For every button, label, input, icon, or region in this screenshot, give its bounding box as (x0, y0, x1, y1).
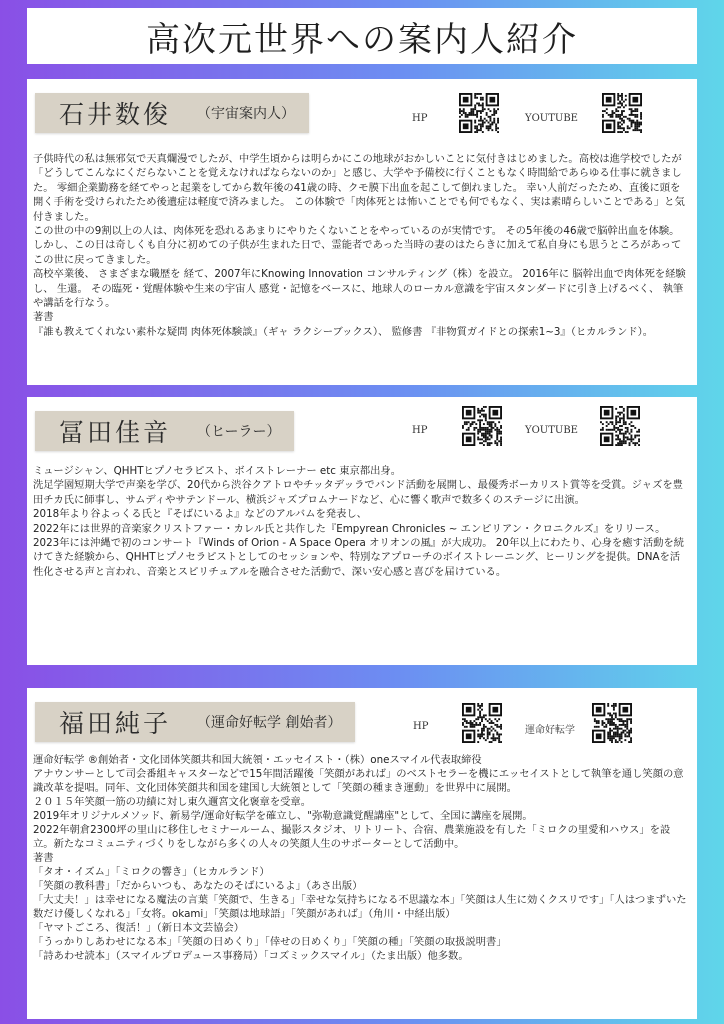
unmei-koutengaku-label: 運命好転学 (525, 725, 575, 736)
bio-paragraph: 著書 (33, 852, 54, 864)
bio-paragraph: 洗足学園短期大学で声楽を学び、20代から渋谷クアトロやチッタデッラでバンド活動を展開し、最優秀ボーカリスト賞等を受賞。ジャズを豊田チカ氏に師事し、サムディやサテンドール、横浜ジャズプロムナードなど、心に響く歌声で数多くのステージに出演。 (33, 479, 683, 506)
bio-paragraph: 「笑顔の教科書」「だからいつも、あなたのそばにいるよ」（あさ出版） (33, 880, 363, 892)
youtube-label: YOUTUBE (525, 113, 578, 124)
bio-paragraph: 2023年には沖縄で初のコンサート『Winds of Orion - A Space Opera オリオンの風』が大成功。 20年以上にわたり、心身を癒す活動を続けてきた経験から、QHHTヒプノセラピストとしてのセッションや、特別なアプローチのボイストレーニング、ヒーリングを提供。DNAを活性化させる声と言われ、音楽とスピリチュアルを融合させた活動で、深い安心感と喜びを届けている。 (33, 537, 685, 578)
bio-paragraph: 2019年オリジナルメソッド、新易学/運命好転学を確立し、"弥勒意識覚醒講座"として、全国に講座を展開。 (33, 810, 533, 822)
bio-paragraph: ミュージシャン、QHHTヒプノセラピスト、ボイストレーナー etc 東京都出身。 (33, 465, 402, 477)
hp-label: HP (412, 425, 428, 436)
youtube-label: YOUTUBE (525, 425, 578, 436)
bio-paragraph: 「大丈夫！」は幸せになる魔法の言葉「笑顔で、生きる」「幸せな気持ちになる不思議な本」「笑顔は人生に効くクスリです」「人はつまずいた数だけ優しくなれる」「女将。okami」「笑顔は地球語」「笑顔があれば」（角川・中経出版） (33, 894, 687, 920)
bio-paragraph: 2018年より谷よっくる氏と『そばにいるよ』などのアルバムを発表し、 (33, 508, 367, 521)
guide-bio (33, 753, 689, 963)
bio-paragraph: 「タオ・イズム」「ミロクの響き」（ヒカルランド） (33, 866, 270, 878)
hp-label: HP (412, 113, 428, 124)
guide-bio (33, 464, 689, 579)
bio-paragraph: 2022年朝倉2300坪の里山に移住しセミナールーム、撮影スタジオ、リトリート、合宿、農業施設を有した「ミロクの里愛和ハウス」を設立。新たなコミュニティづくりをしながら多くの人々の笑顔人生のサポーターとして活動中。 (33, 824, 671, 850)
guide-card-fukuda (27, 688, 697, 1019)
bio-paragraph: 2022年には世界的音楽家クリストファー・カレル氏と共作した『Empyrean Chronicles ~ エンピリアン・クロニクルズ』をリリース。 (33, 522, 666, 535)
bio-paragraph: 「ヤマトごころ、復活！」（新日本文芸協会） (33, 922, 245, 934)
name-tag (35, 702, 355, 742)
hp-label: HP (413, 721, 429, 732)
bio-paragraph: アナウンサーとして司会番組キャスターなどで15年間活躍後「笑顔があれば」のベストセラーを機にエッセイストとして執筆を通し笑顔の意識改革を提唱。同年、文化団体笑顔共和国を建国し大統領として「笑顔の種まき運動」を世界中に展開。 (33, 768, 684, 794)
page-title: 高次元世界への案内人紹介 (27, 8, 697, 64)
bio-paragraph: 高校卒業後、 さまざまな職歴を 経て、2007年にKnowing Innovation コンサルティング（株）を設立。 2016年に 脳幹出血で肉体死を経験し、 生還。 その臨死・覚醒体験や生来の宇宙人 感覚・記憶をベースに、地球人のローカル意識を宇宙スタンダードに引き上げるべく、 執筆や講話を行なう。 (33, 268, 686, 310)
guide-role: （宇宙案内人） (197, 106, 296, 122)
hp-qr-code-icon[interactable] (459, 93, 499, 133)
bio-paragraph: 著書 (33, 311, 54, 324)
bio-paragraph: 「詩あわせ読本」（スマイルプロデュース事務局）「コズミックスマイル」（たま出版）他多数。 (33, 950, 469, 962)
guide-name: 冨田佳音 (59, 418, 172, 447)
hp-qr-code-icon[interactable] (462, 703, 502, 743)
bio-paragraph: 『誰も教えてくれない素朴な疑問 肉体死体験談』（ギャ ラクシーブックス）、 監修書 『非物質ガイドとの探索1~3』（ヒカルランド）。 (33, 325, 654, 338)
bio-paragraph: 「うっかりしあわせになる本」「笑顔の日めくり」「倖せの日めくり」「笑顔の種」「笑顔の取扱説明書」 (33, 936, 507, 948)
youtube-qr-code-icon[interactable] (602, 93, 642, 133)
hp-qr-code-icon[interactable] (462, 406, 502, 446)
bio-paragraph: 子供時代の私は無邪気で天真爛漫でしたが、中学生頃からは明らかにこの地球がおかしいことに気付きはじめました。高校は進学校でしたが「どうしてこんなにくだらないことを覚えなければならないのか」と感じ、大学や予備校に行くこともなく時間給であらゆる仕事に就きました。 零細企業勤務を経てやっと起業をしてから数年後の41歳の時、クモ膜下出血を起こして倒れました。 幸い人前だったため、直後に頭を開く手術を受けられたため後遺症は軽度で済みました。 この体験で「肉体死とは怖いことでも何でもなく、実は素晴らしいことである」と気付きました。 (33, 153, 685, 223)
name-tag (35, 93, 309, 133)
guide-card-tomita (27, 397, 697, 665)
unmei-koutengaku-qr-code-icon[interactable] (592, 703, 632, 743)
guide-role: （運命好転学 創始者） (197, 715, 342, 731)
bio-paragraph: ２０１５年笑顔一筋の功績に対し東久邇宮文化褒章を受章。 (33, 796, 312, 808)
guide-card-ishii (27, 79, 697, 385)
guide-bio (33, 152, 689, 339)
name-tag (35, 411, 294, 451)
guide-name: 福田純子 (59, 709, 172, 738)
bio-paragraph: 運命好転学 ®創始者・文化団体笑顔共和国大統領・エッセイスト・（株）oneスマイル代表取締役 (33, 754, 482, 766)
guide-name: 石井数俊 (59, 100, 172, 129)
youtube-qr-code-icon[interactable] (600, 406, 640, 446)
guide-role: （ヒーラー） (197, 424, 281, 440)
bio-paragraph: この世の中の9割以上の人は、肉体死を恐れるあまりにやりたくないことをやっているのが実情です。 その5年後の46歳で脳幹出血を体験。 しかし、この日は奇しくも自分に初めての子供が生まれた日で、霊能者であった当時の妻のはたらきに加えて私自身にも思うところがあってこの世に戻ってきました。 (33, 225, 682, 266)
